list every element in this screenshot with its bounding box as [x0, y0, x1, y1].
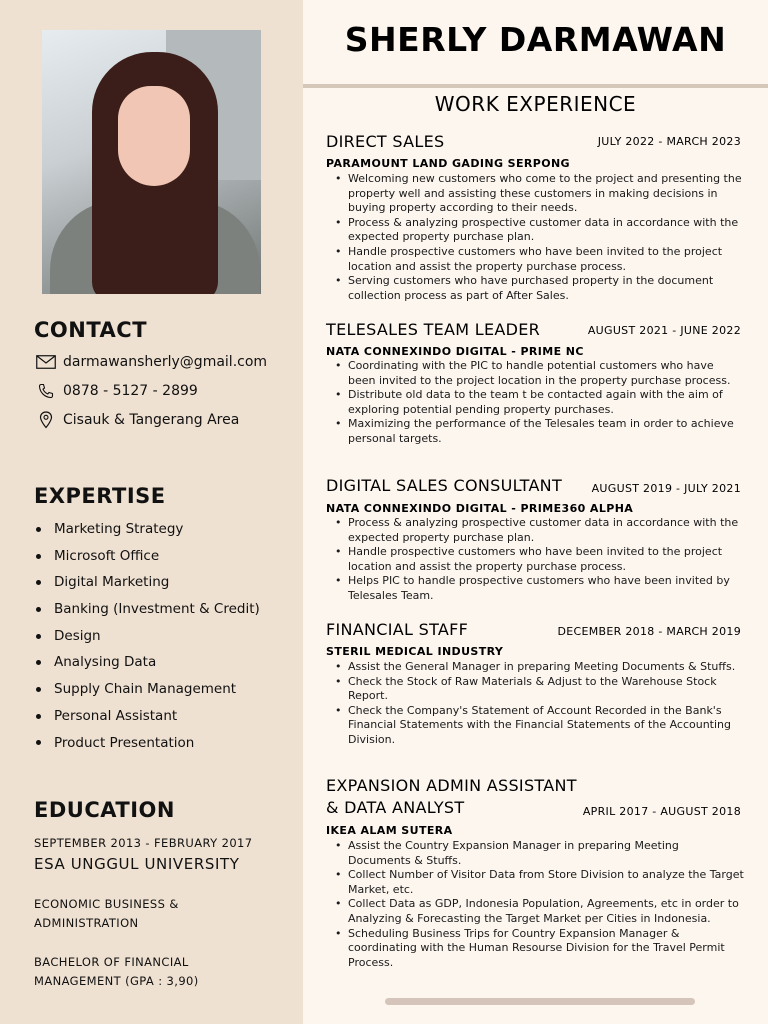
contact-phone[interactable]: [36, 382, 198, 400]
job-title: FINANCIAL STAFF: [326, 620, 469, 639]
job-title: TELESALES TEAM LEADER: [326, 320, 541, 339]
job-company: PARAMOUNT LAND GADING SERPONG: [326, 157, 570, 170]
list-item: • Distribute old data to the team t be contacted again with the aim of exploring potential pending property purchases.: [326, 388, 744, 417]
profile-photo: [42, 30, 261, 294]
degree-line: MANAGEMENT (GPA : 3,90): [34, 974, 199, 988]
job-date: JULY 2022 - MARCH 2023: [597, 135, 741, 148]
job-date: DECEMBER 2018 - MARCH 2019: [557, 625, 741, 638]
job-company: STERIL MEDICAL INDUSTRY: [326, 645, 504, 658]
list-item: • Collect Data as GDP, Indonesia Population, Agreements, etc in order to Analyzing & Forecasting the Target Market per Cities in Indonesia.: [326, 897, 744, 926]
education-faculty: [34, 895, 179, 933]
job-title: [326, 775, 577, 819]
expertise-list: [36, 516, 260, 756]
email-text: darmawansherly@gmail.com: [63, 354, 268, 370]
list-item: • Process & analyzing prospective customer data in accordance with the expected property purchase plan.: [326, 516, 744, 545]
list-item: Banking (Investment & Credit): [36, 596, 260, 623]
job-date: AUGUST 2021 - JUNE 2022: [587, 324, 741, 337]
envelope-icon: [36, 353, 56, 371]
contact-heading: CONTACT: [34, 318, 148, 342]
job-company: NATA CONNEXINDO DIGITAL - PRIME NC: [326, 345, 584, 358]
education-university: ESA UNGGUL UNIVERSITY: [34, 855, 240, 873]
list-item: • Process & analyzing prospective customer data in accordance with the expected property purchase plan.: [326, 216, 744, 245]
list-item: • Handle prospective customers who have been invited to the project location and assist the property purchase process.: [326, 545, 744, 574]
job-bullets: [326, 172, 744, 303]
job-bullets: [326, 660, 744, 748]
job-title: DIGITAL SALES CONSULTANT: [326, 476, 563, 495]
list-item: • Coordinating with the PIC to handle potential customers who have been invited to the project location in the property purchase process.: [326, 359, 744, 388]
contact-email[interactable]: [36, 353, 267, 371]
faculty-line: ADMINISTRATION: [34, 916, 139, 930]
job-bullets: [326, 839, 744, 970]
list-item: • Check the Company's Statement of Account Recorded in the Bank's Financial Statements with the Financial Statements of the Accounting Division.: [326, 704, 744, 748]
list-item: • Collect Number of Visitor Data from Store Division to analyze the Target Market, etc.: [326, 868, 744, 897]
faculty-line: ECONOMIC BUSINESS &: [34, 897, 179, 911]
location-text: Cisauk & Tangerang Area: [63, 412, 240, 428]
education-heading: EDUCATION: [34, 798, 175, 822]
page-title: SHERLY DARMAWAN: [344, 20, 727, 59]
list-item: • Maximizing the performance of the Telesales team in order to achieve personal targets.: [326, 417, 744, 446]
job-title-line: & DATA ANALYST: [326, 798, 465, 817]
sidebar: [0, 0, 303, 1024]
job-date: AUGUST 2019 - JULY 2021: [591, 482, 741, 495]
job-bullets: [326, 516, 744, 604]
list-item: Digital Marketing: [36, 569, 260, 596]
phone-text: 0878 - 5127 - 2899: [63, 383, 198, 399]
degree-line: BACHELOR OF FINANCIAL: [34, 955, 189, 969]
list-item: • Helps PIC to handle prospective customers who have been invited by Telesales Team.: [326, 574, 744, 603]
list-item: • Scheduling Business Trips for Country Expansion Manager & coordinating with the Human Resourse Division for the Travel Permit Process.: [326, 927, 744, 971]
job-title: DIRECT SALES: [326, 132, 445, 151]
list-item: Product Presentation: [36, 730, 260, 757]
job-date: APRIL 2017 - AUGUST 2018: [582, 805, 741, 818]
phone-icon: [36, 382, 56, 400]
list-item: • Handle prospective customers who have been invited to the project location and assist the property purchase process.: [326, 245, 744, 274]
job-company: IKEA ALAM SUTERA: [326, 824, 453, 837]
job-title-line: EXPANSION ADMIN ASSISTANT: [326, 776, 577, 795]
list-item: Analysing Data: [36, 649, 260, 676]
expertise-heading: EXPERTISE: [34, 484, 166, 508]
list-item: Personal Assistant: [36, 703, 260, 730]
list-item: Microsoft Office: [36, 543, 260, 570]
education-period: SEPTEMBER 2013 - FEBRUARY 2017: [34, 836, 253, 850]
list-item: • Assist the General Manager in preparing Meeting Documents & Stuffs.: [326, 660, 744, 675]
contact-location: [36, 411, 239, 429]
list-item: • Check the Stock of Raw Materials & Adjust to the Warehouse Stock Report.: [326, 675, 744, 704]
list-item: Design: [36, 623, 260, 650]
divider: [303, 84, 768, 88]
job-bullets: [326, 359, 744, 447]
list-item: • Welcoming new customers who come to the project and presenting the property well and assisting these customers in making decisions in buying property according to their needs.: [326, 172, 744, 216]
location-pin-icon: [36, 411, 56, 429]
list-item: • Serving customers who have purchased property in the document collection process as part of After Sales.: [326, 274, 744, 303]
list-item: Supply Chain Management: [36, 676, 260, 703]
main-column: [303, 0, 768, 1024]
horizontal-scrollbar[interactable]: [385, 998, 695, 1005]
work-experience-heading: WORK EXPERIENCE: [434, 92, 637, 116]
list-item: Marketing Strategy: [36, 516, 260, 543]
list-item: • Assist the Country Expansion Manager in preparing Meeting Documents & Stuffs.: [326, 839, 744, 868]
education-degree: [34, 953, 199, 991]
job-company: NATA CONNEXINDO DIGITAL - PRIME360 ALPHA: [326, 502, 634, 515]
